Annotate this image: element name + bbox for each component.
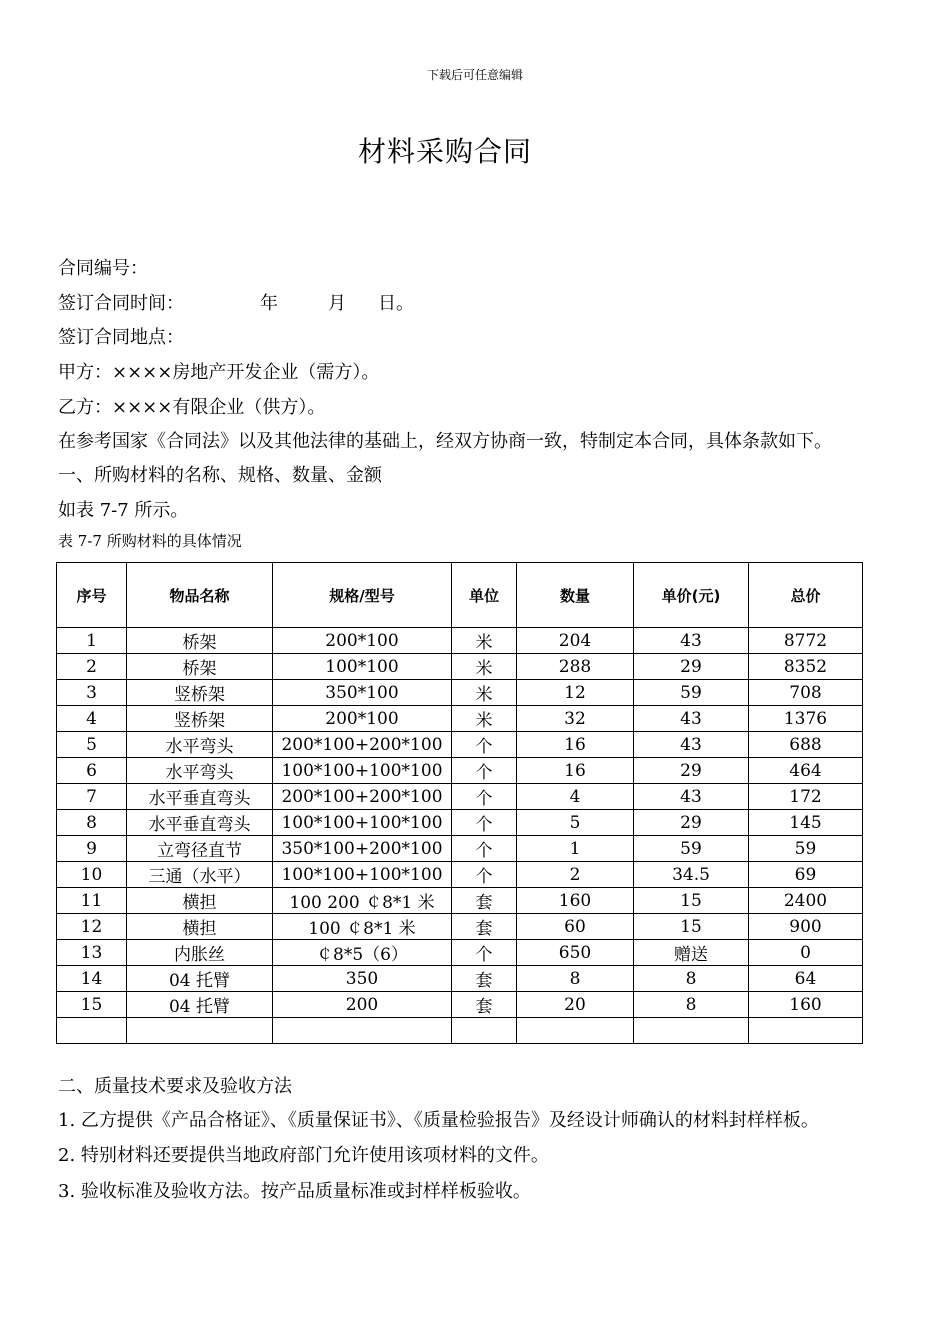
cell-item-name: 三通（水平） (127, 862, 273, 888)
cell-quantity: 16 (517, 732, 634, 758)
cell-unit: 套 (452, 992, 517, 1018)
cell-quantity: 20 (517, 992, 634, 1018)
cell-unit-price: 59 (634, 680, 749, 706)
cell-unit-price: 43 (634, 784, 749, 810)
cell-item-name: 水平垂直弯头 (127, 810, 273, 836)
column-header: 总价 (749, 563, 863, 628)
cell-item-name: 桥架 (127, 628, 273, 654)
table-row (57, 758, 863, 784)
cell-quantity: 12 (517, 680, 634, 706)
cell-unit: 个 (452, 862, 517, 888)
table-row (57, 1018, 863, 1044)
cell-spec: ￠8*5（6） (273, 940, 452, 966)
cell-quantity: 8 (517, 966, 634, 992)
table-row (57, 836, 863, 862)
cell-item-name: 竖桥架 (127, 706, 273, 732)
cell-spec: 100*100+100*100 (273, 810, 452, 836)
cell-spec: 200*100 (273, 706, 452, 732)
cell-serial: 10 (57, 862, 127, 888)
table-row (57, 862, 863, 888)
signing-time-year: 年 (260, 293, 278, 314)
section-2-heading: 二、质量技术要求及验收方法 (58, 1076, 292, 1097)
cell-serial: 15 (57, 992, 127, 1018)
cell-quantity: 288 (517, 654, 634, 680)
cell-unit: 套 (452, 914, 517, 940)
table-row (57, 628, 863, 654)
cell-unit-price: 43 (634, 706, 749, 732)
cell-unit: 个 (452, 732, 517, 758)
table-row (57, 888, 863, 914)
cell-unit: 米 (452, 628, 517, 654)
section-2-item-3: 3. 验收标准及验收方法。按产品质量标准或封样样板验收。 (58, 1181, 531, 1202)
cell-spec: 350 (273, 966, 452, 992)
table-row (57, 810, 863, 836)
table-row (57, 914, 863, 940)
party-a: 甲方：××××房地产开发企业（需方）。 (58, 362, 380, 383)
cell-spec: 100*100+100*100 (273, 758, 452, 784)
cell-unit-price: 8 (634, 992, 749, 1018)
cell-serial: 9 (57, 836, 127, 862)
table-row (57, 992, 863, 1018)
preamble: 在参考国家《合同法》以及其他法律的基础上，经双方协商一致，特制定本合同，具体条款如下。 (58, 431, 832, 452)
cell-unit-price: 29 (634, 654, 749, 680)
table-row (57, 654, 863, 680)
cell-serial: 11 (57, 888, 127, 914)
cell-total: 59 (749, 836, 863, 862)
section-2-item-1: 1. 乙方提供《产品合格证》、《质量保证书》、《质量检验报告》及经设计师确认的材料封样样板。 (58, 1110, 819, 1131)
cell-spec: 350*100+200*100 (273, 836, 452, 862)
cell-unit-price: 15 (634, 914, 749, 940)
cell-serial: 12 (57, 914, 127, 940)
column-header: 单价(元) (634, 563, 749, 628)
cell-total: 69 (749, 862, 863, 888)
cell-item-name: 04 托臂 (127, 966, 273, 992)
section-1-heading: 一、所购材料的名称、规格、数量、金额 (58, 465, 382, 486)
cell-spec: 100 200 ￠8*1 米 (273, 888, 452, 914)
cell-serial: 6 (57, 758, 127, 784)
cell-total: 172 (749, 784, 863, 810)
cell-quantity: 2 (517, 862, 634, 888)
signing-time-line (58, 289, 414, 315)
cell-serial: 14 (57, 966, 127, 992)
cell-serial: 7 (57, 784, 127, 810)
cell-quantity: 1 (517, 836, 634, 862)
column-header: 数量 (517, 563, 634, 628)
cell-total: 464 (749, 758, 863, 784)
cell-unit: 米 (452, 680, 517, 706)
section-2-item-2: 2. 特别材料还要提供当地政府部门允许使用该项材料的文件。 (58, 1145, 549, 1166)
cell-quantity: 32 (517, 706, 634, 732)
cell-serial: 3 (57, 680, 127, 706)
cell-item-name: 竖桥架 (127, 680, 273, 706)
table-row (57, 940, 863, 966)
cell-unit-price: 29 (634, 758, 749, 784)
cell-quantity: 60 (517, 914, 634, 940)
cell-item-name: 水平弯头 (127, 758, 273, 784)
cell-item-name: 桥架 (127, 654, 273, 680)
cell-unit-price: 15 (634, 888, 749, 914)
cell-spec: 200*100+200*100 (273, 784, 452, 810)
cell-spec: 200*100+200*100 (273, 732, 452, 758)
cell-unit-price: 34.5 (634, 862, 749, 888)
cell-unit: 个 (452, 940, 517, 966)
signing-place-label: 签订合同地点： (58, 327, 184, 348)
cell-total: 2400 (749, 888, 863, 914)
cell-item-name: 横担 (127, 914, 273, 940)
table-header-row (57, 563, 863, 628)
cell-spec: 100*100+100*100 (273, 862, 452, 888)
cell-unit: 套 (452, 888, 517, 914)
cell-item-name: 水平垂直弯头 (127, 784, 273, 810)
cell-total: 0 (749, 940, 863, 966)
cell-quantity: 160 (517, 888, 634, 914)
cell-serial: 4 (57, 706, 127, 732)
signing-time-day: 日。 (378, 293, 414, 314)
cell-serial: 5 (57, 732, 127, 758)
party-b: 乙方：××××有限企业（供方）。 (58, 397, 326, 418)
cell-spec (273, 1018, 452, 1044)
cell-total: 64 (749, 966, 863, 992)
cell-total: 160 (749, 992, 863, 1018)
cell-item-name: 横担 (127, 888, 273, 914)
cell-unit (452, 1018, 517, 1044)
materials-table (56, 562, 863, 1044)
cell-serial: 13 (57, 940, 127, 966)
cell-spec: 200 (273, 992, 452, 1018)
cell-unit-price: 59 (634, 836, 749, 862)
cell-item-name (127, 1018, 273, 1044)
cell-item-name: 立弯径直节 (127, 836, 273, 862)
cell-total: 145 (749, 810, 863, 836)
header-note: 下载后可任意编辑 (426, 68, 523, 82)
cell-unit-price: 29 (634, 810, 749, 836)
table-caption: 表 7-7 所购材料的具体情况 (58, 532, 242, 550)
cell-unit-price: 8 (634, 966, 749, 992)
cell-unit: 套 (452, 966, 517, 992)
cell-unit-price: 43 (634, 732, 749, 758)
cell-serial: 8 (57, 810, 127, 836)
contract-number-label: 合同编号： (58, 258, 148, 279)
signing-time-label: 签订合同时间： (58, 293, 184, 314)
table-row (57, 706, 863, 732)
cell-serial (57, 1018, 127, 1044)
cell-unit: 米 (452, 706, 517, 732)
cell-unit: 个 (452, 758, 517, 784)
cell-total: 688 (749, 732, 863, 758)
table-body (57, 628, 863, 1044)
cell-unit: 个 (452, 810, 517, 836)
column-header: 规格/型号 (273, 563, 452, 628)
cell-spec: 350*100 (273, 680, 452, 706)
cell-quantity (517, 1018, 634, 1044)
cell-spec: 200*100 (273, 628, 452, 654)
cell-item-name: 水平弯头 (127, 732, 273, 758)
cell-quantity: 4 (517, 784, 634, 810)
cell-total: 900 (749, 914, 863, 940)
cell-total: 8772 (749, 628, 863, 654)
cell-total (749, 1018, 863, 1044)
cell-unit-price: 赠送 (634, 940, 749, 966)
cell-unit-price (634, 1018, 749, 1044)
cell-serial: 1 (57, 628, 127, 654)
cell-spec: 100 ￠8*1 米 (273, 914, 452, 940)
signing-time-month: 月 (328, 293, 346, 314)
cell-total: 708 (749, 680, 863, 706)
document-title: 材料采购合同 (357, 135, 532, 168)
table-row (57, 966, 863, 992)
column-header: 物品名称 (127, 563, 273, 628)
table-row (57, 732, 863, 758)
cell-total: 8352 (749, 654, 863, 680)
cell-serial: 2 (57, 654, 127, 680)
cell-unit: 个 (452, 784, 517, 810)
cell-unit-price: 43 (634, 628, 749, 654)
table-row (57, 680, 863, 706)
cell-total: 1376 (749, 706, 863, 732)
cell-unit: 个 (452, 836, 517, 862)
cell-quantity: 5 (517, 810, 634, 836)
cell-item-name: 内胀丝 (127, 940, 273, 966)
cell-quantity: 16 (517, 758, 634, 784)
column-header: 单位 (452, 563, 517, 628)
cell-quantity: 650 (517, 940, 634, 966)
section-1-intro: 如表 7-7 所示。 (58, 500, 189, 521)
table-row (57, 784, 863, 810)
cell-unit: 米 (452, 654, 517, 680)
column-header: 序号 (57, 563, 127, 628)
cell-item-name: 04 托臂 (127, 992, 273, 1018)
cell-spec: 100*100 (273, 654, 452, 680)
cell-quantity: 204 (517, 628, 634, 654)
